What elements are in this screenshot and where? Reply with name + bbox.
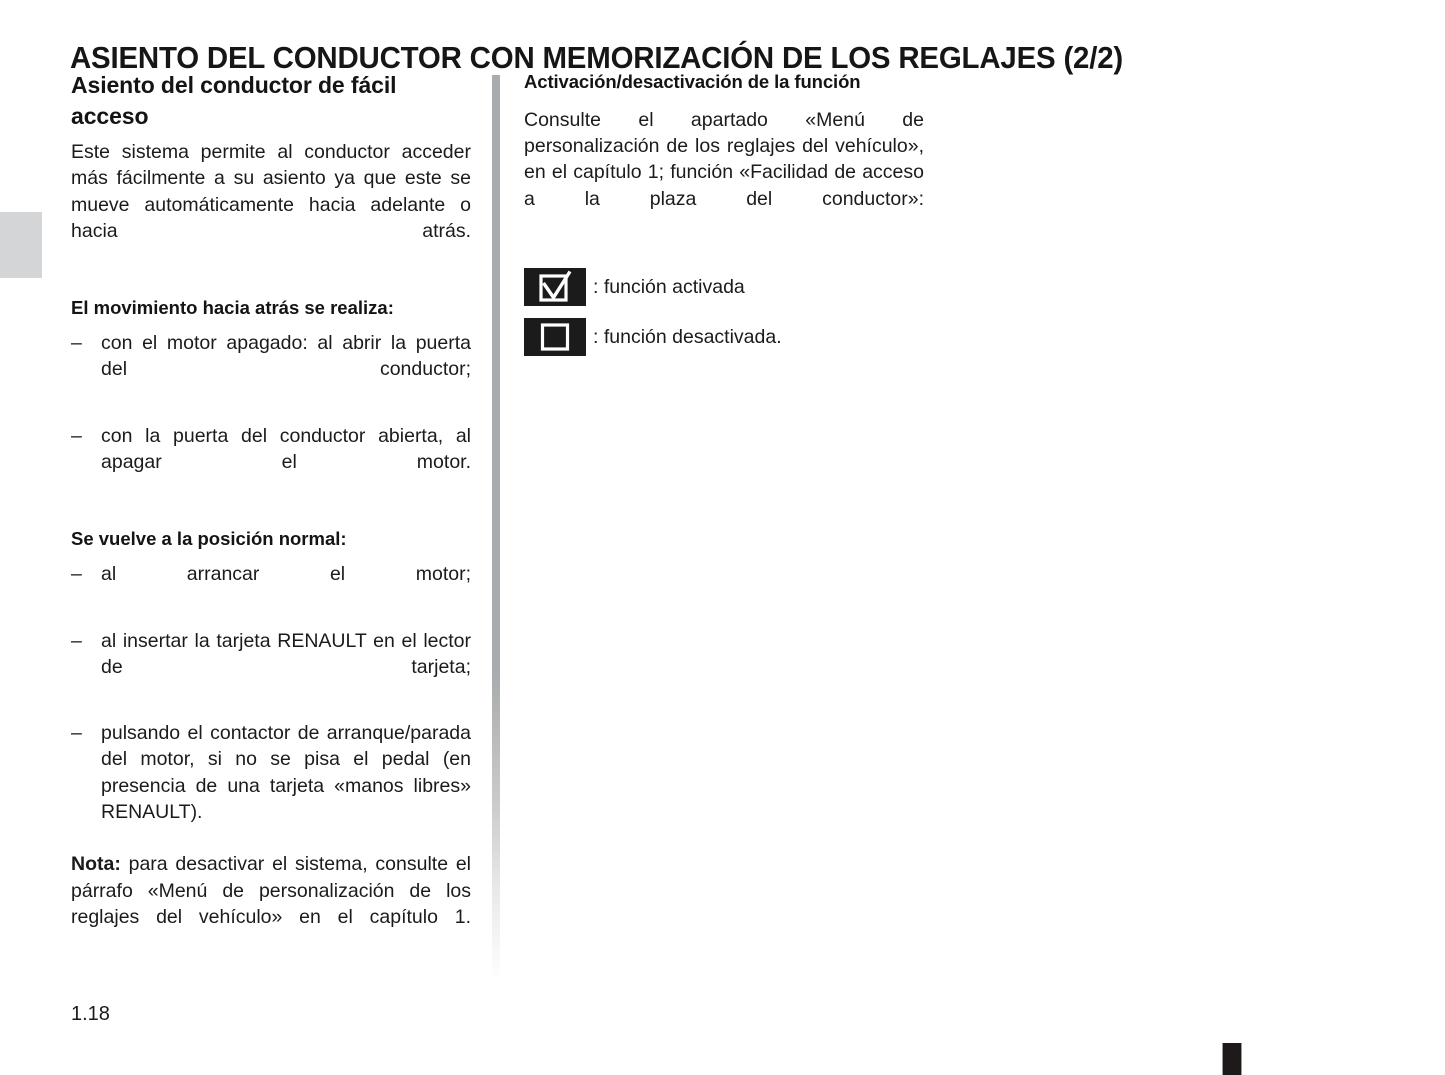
list-dash-marker: – bbox=[71, 722, 82, 745]
normal-position-list bbox=[71, 561, 471, 851]
list-item bbox=[71, 561, 471, 613]
indicator-row-deactivated bbox=[524, 318, 924, 356]
list-item bbox=[71, 720, 471, 851]
page-number: 1.18 bbox=[71, 1003, 110, 1025]
indicator-label-activated: : función activada bbox=[593, 275, 745, 298]
checkbox-unchecked-icon bbox=[524, 318, 586, 356]
page-title: ASIENTO DEL CONDUCTOR CON MEMORIZACIÓN DE LOS REGLAJES (2/2) bbox=[70, 41, 1123, 76]
list-dash-marker: – bbox=[71, 629, 82, 652]
note-text: para desactivar el sistema, consulte el párrafo «Menú de personalización de los reglajes del vehículo» en el capítulo 1. bbox=[71, 853, 471, 928]
list-item bbox=[71, 330, 471, 409]
right-column bbox=[524, 70, 924, 368]
list-item-text: pulsando el contactor de arranque/parada del motor, si no se pisa el pedal (en presencia de una tarjeta «manos libres» RENAULT). bbox=[101, 722, 471, 823]
list-dash-marker: – bbox=[71, 563, 82, 586]
left-column bbox=[71, 70, 471, 962]
chapter-tab-marker bbox=[0, 212, 42, 278]
left-section-heading: Asiento del conductor de fácil acceso bbox=[71, 72, 397, 129]
list-item-text: al arrancar el motor; bbox=[101, 563, 471, 586]
indicator-row-activated bbox=[524, 268, 924, 306]
backward-movement-list bbox=[71, 330, 471, 501]
list-item bbox=[71, 628, 471, 707]
list-dash-marker: – bbox=[71, 424, 82, 447]
right-paragraph: Consulte el apartado «Menú de personalización de los reglajes del vehículo», en el capítulo 1; función «Facilidad de acceso a la plaza del conductor»: bbox=[524, 108, 924, 210]
list-item-text: con el motor apagado: al abrir la puerta del conductor; bbox=[101, 332, 471, 381]
indicator-label-deactivated: : función desactivada. bbox=[593, 325, 782, 348]
list-item-text: al insertar la tarjeta RENAULT en el lector de tarjeta; bbox=[101, 629, 471, 678]
column-divider bbox=[492, 75, 500, 983]
checkbox-checked-icon bbox=[524, 268, 586, 306]
left-subheading-backward-movement: El movimiento hacia atrás se realiza: bbox=[71, 297, 394, 319]
left-intro-paragraph: Este sistema permite al conductor acceder más fácilmente a su asiento ya que este se mueve automáticamente hacia adelante o hacia atrás. bbox=[71, 141, 471, 242]
note-label: Nota: bbox=[71, 853, 121, 876]
left-note-paragraph bbox=[71, 851, 471, 956]
list-item bbox=[71, 423, 471, 502]
list-dash-marker: – bbox=[71, 332, 82, 355]
list-item-text: con la puerta del conductor abierta, al apagar el motor. bbox=[101, 424, 471, 473]
right-section-heading: Activación/desactivación de la función bbox=[524, 71, 861, 92]
corner-registration-mark bbox=[1222, 1043, 1242, 1075]
indicator-legend bbox=[524, 268, 924, 356]
left-subheading-normal-position: Se vuelve a la posición normal: bbox=[71, 528, 347, 550]
